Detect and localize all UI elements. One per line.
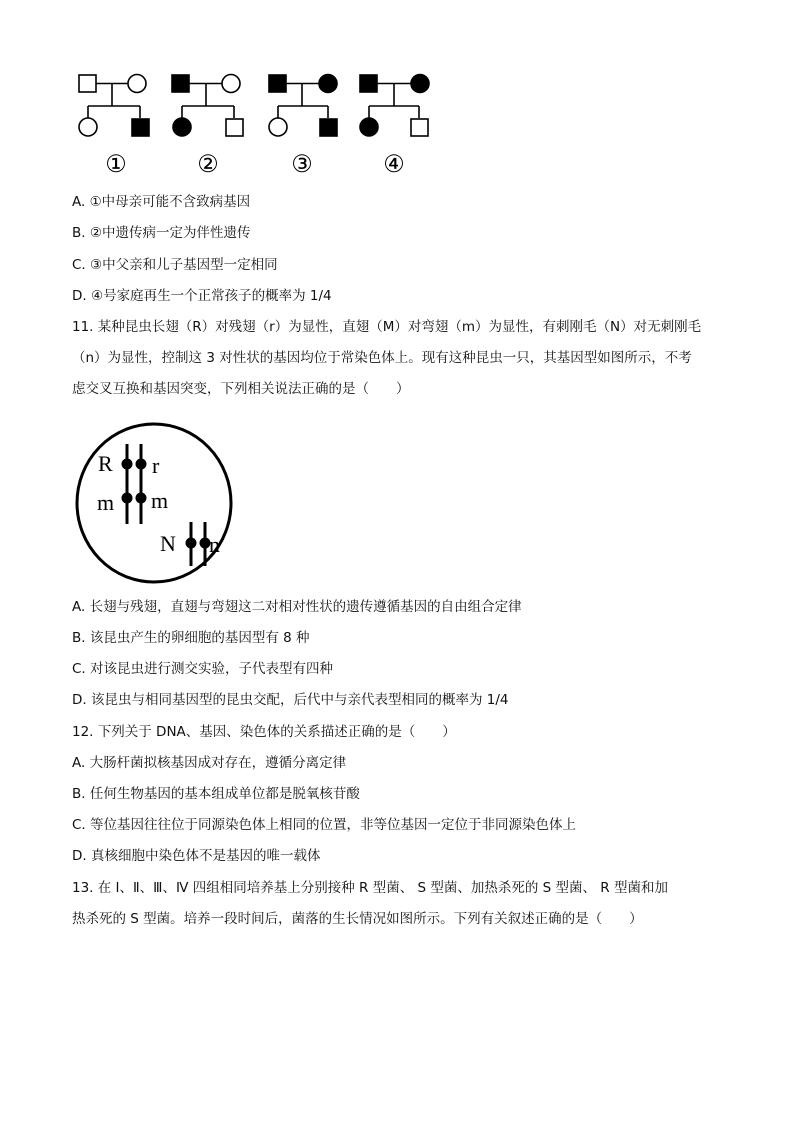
gene-label-m-right: m xyxy=(151,488,169,513)
q13-stem-line-2: 热杀死的 S 型菌。培养一段时间后，菌落的生长情况如图所示。下列有关叙述正确的是（ ） xyxy=(72,911,643,927)
q10-option-a: A. ①中母亲可能不含致病基因 xyxy=(72,194,251,210)
mother-affected xyxy=(319,75,337,93)
gene-label-m-left: m xyxy=(97,490,115,515)
pedigree-family-1 xyxy=(79,75,149,137)
daughter-unaffected xyxy=(79,118,97,136)
q13-stem-line-1: 13. 在 Ⅰ、Ⅱ、Ⅲ、Ⅳ 四组相同培养基上分别接种 R 型菌、 S 型菌、加热杀死的 S 型菌、 R 型菌和加 xyxy=(72,880,668,896)
pedigree-family-3 xyxy=(269,75,337,137)
son-unaffected xyxy=(226,119,243,136)
cell-genotype-diagram xyxy=(72,416,237,591)
centromere-dot xyxy=(136,459,147,470)
mother-unaffected xyxy=(222,75,240,93)
q10-option-c: C. ③中父亲和儿子基因型一定相同 xyxy=(72,257,278,273)
centromere-dot xyxy=(122,459,133,470)
pedigree-label-1: ① xyxy=(105,152,127,178)
q10-option-d: D. ④号家庭再生一个正常孩子的概率为 1/4 xyxy=(72,288,332,304)
q12-option-b: B. 任何生物基因的基本组成单位都是脱氧核苷酸 xyxy=(72,786,360,802)
mother-affected xyxy=(411,75,429,93)
son-affected xyxy=(320,119,337,136)
q11-option-b: B. 该昆虫产生的卵细胞的基因型有 8 种 xyxy=(72,630,310,646)
father-affected xyxy=(360,75,377,92)
pedigree-label-4: ④ xyxy=(383,152,405,178)
q11-option-d: D. 该昆虫与相同基因型的昆虫交配，后代中与亲代表型相同的概率为 1/4 xyxy=(72,692,509,708)
q12-option-a: A. 大肠杆菌拟核基因成对存在，遵循分离定律 xyxy=(72,755,347,771)
son-affected xyxy=(132,119,149,136)
q11-stem-line-1: 11. 某种昆虫长翅（R）对残翅（r）为显性，直翅（M）对弯翅（m）为显性，有刺刚毛（N）对无刺刚毛 xyxy=(72,319,702,335)
pedigree-diagrams xyxy=(70,66,440,181)
daughter-affected xyxy=(360,118,378,136)
q12-option-c: C. 等位基因往往位于同源染色体上相同的位置，非等位基因一定位于非同源染色体上 xyxy=(72,817,577,833)
pedigree-label-2: ② xyxy=(197,152,219,178)
centromere-dot xyxy=(186,538,197,549)
gene-label-N: N xyxy=(160,531,176,556)
q11-option-a: A. 长翅与残翅，直翅与弯翅这二对相对性状的遗传遵循基因的自由组合定律 xyxy=(72,599,522,615)
pedigree-family-4 xyxy=(360,75,429,137)
q11-stem-line-2: （n）为显性，控制这 3 对性状的基因均位于常染色体上。现有这种昆虫一只，其基因型如图所示，不考 xyxy=(72,350,692,366)
gene-label-R: R xyxy=(98,451,113,476)
daughter-affected xyxy=(173,118,191,136)
daughter-unaffected xyxy=(269,118,287,136)
q12-stem: 12. 下列关于 DNA、基因、染色体的关系描述正确的是（ ） xyxy=(72,724,456,740)
mother-unaffected xyxy=(128,75,146,93)
father-affected xyxy=(269,75,286,92)
centromere-dot xyxy=(136,493,147,504)
centromere-dot xyxy=(122,493,133,504)
pedigree-label-3: ③ xyxy=(291,152,313,178)
gene-label-n: n xyxy=(209,532,220,557)
son-unaffected xyxy=(411,119,428,136)
q12-option-d: D. 真核细胞中染色体不是基因的唯一载体 xyxy=(72,848,321,864)
gene-label-r: r xyxy=(152,453,160,478)
q11-stem-line-3: 虑交叉互换和基因突变，下列相关说法正确的是（ ） xyxy=(72,381,410,397)
q11-option-c: C. 对该昆虫进行测交实验，子代表型有四种 xyxy=(72,661,334,677)
q10-option-b: B. ②中遗传病一定为伴性遗传 xyxy=(72,225,251,241)
pedigree-family-2 xyxy=(172,75,243,137)
father-affected xyxy=(172,75,189,92)
father-unaffected xyxy=(79,75,96,92)
